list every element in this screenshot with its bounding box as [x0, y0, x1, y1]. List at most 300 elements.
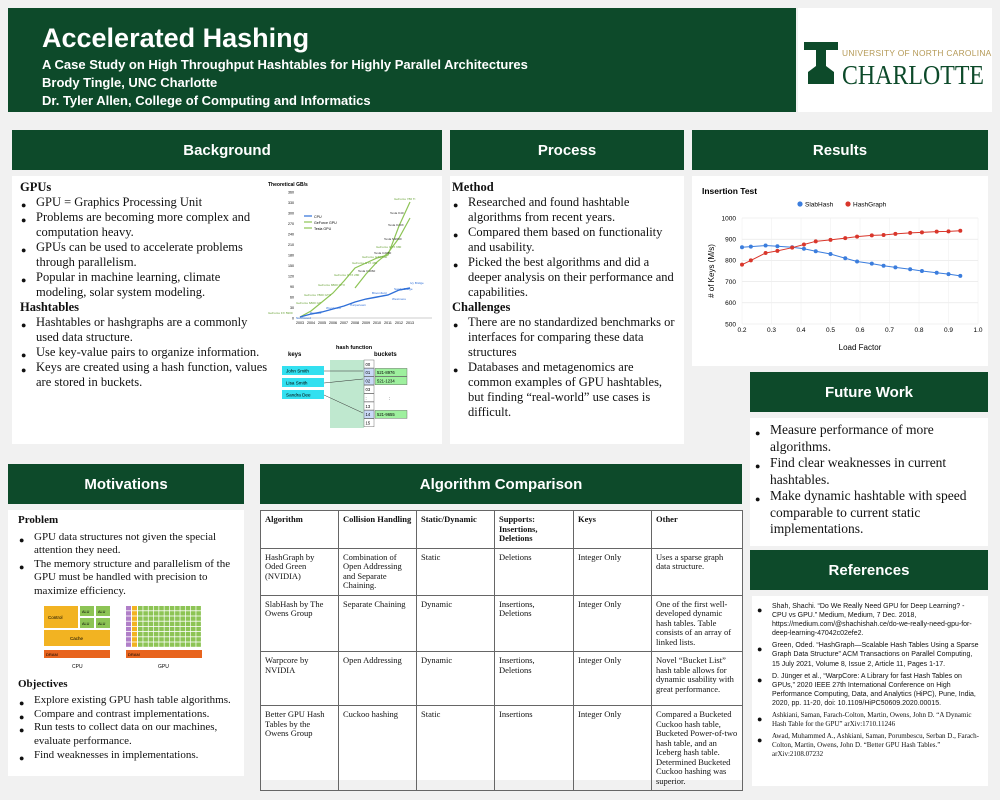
- gpu-alu-cell: [175, 642, 180, 646]
- reference-item: ● Shah, Shachi. “Do We Really Need GPU for Deep Learning? - CPU vs GPU.” Medium, Medium, 7 Dec. 2018, https://medium.com/@shachishah.ce/do-we-really-need-gpu-for-deep-learning-47042c02efe2.: [756, 602, 980, 638]
- data-point: [893, 232, 897, 236]
- gpu-alu-cell: [165, 626, 170, 630]
- gpu-alu-cell: [180, 621, 185, 625]
- y-tick-label: 90: [290, 285, 294, 289]
- list-item: ● GPU = Graphics Processing Unit: [20, 195, 272, 210]
- table-cell: Static: [417, 706, 495, 791]
- gpu-alu-cell: [138, 632, 143, 636]
- data-point: [749, 245, 753, 249]
- point-label: Tesla C1060: [358, 269, 376, 273]
- table-cell: Combination of Open Addressing and Separate Chaining.: [339, 548, 417, 595]
- svg-text:DRAM: DRAM: [128, 651, 140, 657]
- future-work-header: Future Work: [750, 372, 988, 412]
- gpu-cores: [126, 606, 201, 647]
- data-point: [764, 251, 768, 255]
- data-point: [947, 272, 951, 276]
- svg-text:ALU: ALU: [82, 621, 90, 626]
- gpu-cache-cell: [132, 616, 137, 620]
- gpu-alu-cell: [165, 621, 170, 625]
- reference-item: ● Ashkiani, Saman, Farach-Colton, Martin, Owens, John D. “A Dynamic Hash Table for the GPU” arXiv:1710.11246: [756, 711, 980, 729]
- gpu-alu-cell: [154, 606, 159, 610]
- table-cell: Deletions: [495, 548, 574, 595]
- data-point: [843, 256, 847, 260]
- point-label: GeForce 6800 GT: [296, 301, 321, 305]
- logo-area: [798, 8, 992, 112]
- gpu-alu-cell: [186, 611, 191, 615]
- point-label: Bloomfield: [372, 291, 387, 295]
- hash-function-diagram: [278, 342, 428, 430]
- bucket-value: 521-8976: [377, 370, 395, 376]
- key-label: John Smith: [286, 368, 309, 374]
- gpu-alu-cell: [154, 632, 159, 636]
- gpu-alu-cell: [138, 611, 143, 615]
- x-tick-label: 2003: [296, 321, 304, 325]
- process-panel: [450, 176, 684, 444]
- legend-tesla: Tesla GPU: [314, 227, 332, 231]
- x-tick-label: 0.5: [825, 327, 836, 334]
- y-tick-label: 900: [725, 236, 736, 244]
- bucket-value: 521-9655: [377, 412, 395, 418]
- references-header: References: [750, 550, 988, 590]
- data-point: [790, 246, 794, 250]
- data-point: [802, 243, 806, 247]
- gpu-alu-cell: [165, 642, 170, 646]
- gpu-control-cell: [126, 611, 131, 615]
- gpu-cache-cell: [132, 632, 137, 636]
- gpu-alu-cell: [175, 626, 180, 630]
- legend-marker: [845, 201, 850, 206]
- svg-text:CPU: CPU: [72, 663, 83, 670]
- gpu-alu-cell: [170, 616, 175, 620]
- table-cell: HashGraph by Oded Green (NVIDIA): [261, 548, 339, 595]
- data-point: [935, 230, 939, 234]
- gpus-list: [20, 195, 272, 300]
- gpu-control-cell: [126, 632, 131, 636]
- gpu-alu-cell: [186, 621, 191, 625]
- x-tick-label: 0.7: [884, 327, 895, 334]
- table-cell: Integer Only: [574, 706, 652, 791]
- table-row: [261, 652, 743, 706]
- y-tick-label: 500: [725, 321, 736, 329]
- list-item: ● Picked the best algorithms and did a deeper analysis on their performance and capabilities.: [452, 255, 678, 300]
- svg-text:ALU: ALU: [82, 609, 90, 614]
- gflops-title: Theoretical GB/s: [268, 182, 308, 188]
- x-tick-label: 0.8: [914, 327, 924, 334]
- gpu-alu-cell: [186, 626, 191, 630]
- point-label: Tesla K20X: [388, 223, 404, 227]
- gpu-alu-cell: [180, 626, 185, 630]
- gpu-alu-cell: [175, 637, 180, 641]
- x-tick-label: 2009: [362, 321, 370, 325]
- bucket-id: 03: [365, 387, 371, 392]
- table-cell: Integer Only: [574, 595, 652, 652]
- data-point: [775, 244, 779, 248]
- x-tick-label: 0.2: [737, 327, 747, 334]
- data-point: [843, 236, 847, 240]
- gpu-alu-cell: [143, 606, 148, 610]
- y-axis-label: # of Keys (M/s): [707, 244, 716, 298]
- point-label: Westmere: [392, 297, 407, 301]
- process-header: Process: [450, 130, 684, 170]
- references-panel: [752, 596, 988, 786]
- results-header: Results: [692, 130, 988, 170]
- gpu-alu-cell: [180, 632, 185, 636]
- problem-heading: Problem: [18, 514, 59, 526]
- data-point: [749, 258, 753, 262]
- gpu-alu-cell: [149, 616, 154, 620]
- data-point: [802, 247, 806, 251]
- table-cell: Insertions, Deletions: [495, 652, 574, 706]
- gpu-alu-cell: [149, 611, 154, 615]
- list-item: ● Run tests to collect data on our machines, evaluate performance.: [18, 721, 236, 748]
- point-label: GeForce GTX 280: [334, 273, 360, 277]
- list-item: ● Compare and contrast implementations.: [18, 708, 236, 722]
- legend-marker: [797, 201, 802, 206]
- gpu-alu-cell: [143, 616, 148, 620]
- gflops-yticks: [288, 191, 294, 321]
- gpu-alu-cell: [191, 632, 196, 636]
- challenges-list: [452, 315, 678, 420]
- point-label: Sandy Bridge: [394, 287, 413, 291]
- bucket-id: 13: [365, 403, 371, 409]
- cpu-gpu-architecture-diagram: [40, 604, 210, 674]
- gpu-alu-cell: [154, 611, 159, 615]
- table-cell: Integer Only: [574, 652, 652, 706]
- table-cell: Warpcore by NVIDIA: [261, 652, 339, 706]
- motivations-panel: [8, 510, 244, 776]
- gpu-control-cell: [126, 606, 131, 610]
- list-item: ● Researched and found hashtable algorithms from recent years.: [452, 195, 678, 225]
- y-tick-label: 600: [725, 300, 736, 308]
- logo-charlotte: CHARLOTTE: [842, 60, 984, 90]
- list-item: ● GPU data structures not given the special attention they need.: [18, 531, 236, 558]
- gpu-control-cell: [126, 642, 131, 646]
- key-label: Sandra Dee: [286, 392, 311, 398]
- hash-function-label: hash function: [336, 345, 373, 351]
- gpu-alu-cell: [165, 606, 170, 610]
- gpu-alu-cell: [154, 637, 159, 641]
- list-item: ● Compared them based on functionality and usability.: [452, 225, 678, 255]
- buckets-label: buckets: [374, 352, 397, 358]
- gpu-alu-cell: [159, 611, 164, 615]
- svg-text:ALU: ALU: [98, 621, 106, 626]
- gpu-alu-cell: [159, 626, 164, 630]
- table-cell: Compared a Bucketed Cuckoo hash table, Bucketed Power-of-two hash table, and an Iceberg hash table. Determined Bucketed Cuckoo hashing was superior.: [652, 706, 743, 791]
- gpu-alu-cell: [196, 642, 201, 646]
- header-banner: [8, 8, 796, 112]
- gpu-alu-cell: [149, 626, 154, 630]
- gpu-alu-cell: [170, 611, 175, 615]
- list-item: ● Databases and metagenomics are common examples of GPU hashtables, but finding “real-world” use cases is difficult.: [452, 360, 678, 420]
- gpu-alu-cell: [143, 642, 148, 646]
- gpu-alu-cell: [170, 621, 175, 625]
- table-cell: Separate Chaining: [339, 595, 417, 652]
- gpu-alu-cell: [180, 611, 185, 615]
- table-row: [261, 706, 743, 791]
- y-tick-label: 360: [288, 190, 294, 195]
- gpu-alu-cell: [175, 632, 180, 636]
- y-tick-label: 700: [725, 278, 736, 286]
- y-tick-label: 120: [288, 274, 294, 279]
- gpu-alu-cell: [159, 616, 164, 620]
- y-tick-label: 330: [288, 201, 294, 205]
- table-cell: SlabHash by The Owens Group: [261, 595, 339, 652]
- table-row: [261, 595, 743, 652]
- list-item: ● Hashtables or hashgraphs are a commonly used data structure.: [20, 315, 272, 345]
- data-point: [958, 229, 962, 233]
- x-tick-label: 2006: [329, 321, 337, 325]
- point-label: GeForce GTX 680: [376, 245, 402, 249]
- comparison-table: [260, 510, 743, 791]
- gpu-alu-cell: [175, 616, 180, 620]
- point-label: Woodcrest: [326, 306, 341, 310]
- gpu-cache-cell: [132, 637, 137, 641]
- background-header: Background: [12, 130, 442, 170]
- data-point: [740, 245, 744, 249]
- poster-subtitle: A Case Study on High Throughput Hashtables for Highly Parallel Architectures: [42, 57, 528, 72]
- gpu-alu-cell: [149, 637, 154, 641]
- gpu-alu-cell: [186, 632, 191, 636]
- gpu-alu-cell: [180, 637, 185, 641]
- hashtables-heading: Hashtables: [20, 300, 80, 314]
- method-list: [452, 195, 678, 300]
- gpu-alu-cell: [165, 632, 170, 636]
- gpu-alu-cell: [175, 621, 180, 625]
- table-cell: Open Addressing: [339, 652, 417, 706]
- data-point: [920, 269, 924, 273]
- data-point: [958, 274, 962, 278]
- gpu-alu-cell: [154, 616, 159, 620]
- keys-label: keys: [288, 352, 302, 358]
- list-item: ● Find weaknesses in implementations.: [18, 749, 236, 763]
- gpu-alu-cell: [191, 621, 196, 625]
- svg-text:GPU: GPU: [158, 663, 169, 670]
- gpu-control-cell: [126, 637, 131, 641]
- list-item: ● Problems are becoming more complex and computation heavy.: [20, 210, 272, 240]
- algorithm-comparison-panel: [260, 510, 742, 786]
- objectives-list: [18, 694, 236, 762]
- column-header: Collision Handling: [339, 511, 417, 549]
- data-point: [893, 265, 897, 269]
- poster-title: Accelerated Hashing: [42, 23, 310, 53]
- references-list: [756, 602, 980, 760]
- series-line: [742, 246, 960, 276]
- list-item: ● Make dynamic hashtable with speed comparable to current static implementations.: [754, 488, 982, 538]
- gpu-alu-cell: [196, 626, 201, 630]
- gpu-alu-cell: [186, 642, 191, 646]
- data-point: [814, 249, 818, 253]
- gpu-cache-cell: [132, 611, 137, 615]
- table-cell: One of the first well-developed dynamic hash tables. Table consists of an array of linked lists.: [652, 595, 743, 652]
- gpu-alu-cell: [138, 606, 143, 610]
- point-label: GeForce GTX 480: [352, 261, 378, 265]
- point-label: Ivy Bridge: [410, 281, 424, 285]
- background-panel: [12, 176, 442, 444]
- gpu-alu-cell: [180, 606, 185, 610]
- data-point: [829, 238, 833, 242]
- gpu-alu-cell: [170, 606, 175, 610]
- gpu-alu-cell: [196, 632, 201, 636]
- legend-cpu: CPU: [314, 215, 322, 219]
- list-item: ● There are no standardized benchmarks or interfaces for comparing these data structures: [452, 315, 678, 360]
- gpu-alu-cell: [154, 642, 159, 646]
- gpu-alu-cell: [154, 626, 159, 630]
- list-item: ● Popular in machine learning, climate modeling, solar system modeling.: [20, 270, 272, 300]
- logo-university: UNIVERSITY OF NORTH CAROLINA: [842, 48, 992, 58]
- column-header: Static/Dynamic: [417, 511, 495, 549]
- gpu-alu-cell: [180, 616, 185, 620]
- x-tick-label: 0.3: [766, 327, 777, 334]
- crown-mark: [804, 42, 838, 84]
- future-work-panel: [750, 418, 988, 546]
- x-tick-label: 0.6: [855, 327, 865, 334]
- hash-buckets: [364, 360, 407, 427]
- gpu-alu-cell: [196, 616, 201, 620]
- gpus-heading: GPUs: [20, 180, 52, 194]
- point-label: GeForce FX 5900: [268, 311, 293, 315]
- gpu-alu-cell: [159, 606, 164, 610]
- motivations-header: Motivations: [8, 464, 244, 504]
- bucket-id: :: [365, 395, 367, 401]
- gpu-alu-cell: [191, 642, 196, 646]
- algorithm-comparison-header: Algorithm Comparison: [260, 464, 742, 504]
- key-label: Lisa Smith: [286, 380, 308, 386]
- gpu-alu-cell: [196, 606, 201, 610]
- problem-list: [18, 531, 236, 599]
- gpu-alu-cell: [159, 642, 164, 646]
- column-header: Supports: Insertions, Deletions: [495, 511, 574, 549]
- point-label: Northwood: [296, 316, 311, 320]
- y-tick-label: 60: [290, 295, 294, 300]
- gpu-control-cell: [126, 616, 131, 620]
- table-cell: Integer Only: [574, 548, 652, 595]
- table-cell: Uses a sparse graph data structure.: [652, 548, 743, 595]
- gflops-chart: [266, 178, 438, 328]
- gpu-alu-cell: [138, 642, 143, 646]
- legend-label: HashGraph: [853, 201, 887, 209]
- table-cell: Static: [417, 548, 495, 595]
- insertion-test-chart: [692, 176, 988, 366]
- y-tick-label: 240: [288, 232, 294, 237]
- svg-text:Control: Control: [48, 614, 63, 620]
- bucket-id: 02: [365, 378, 371, 384]
- legend-label: SlabHash: [805, 201, 834, 209]
- gpu-alu-cell: [170, 626, 175, 630]
- gpu-cache-cell: [132, 626, 137, 630]
- data-point: [920, 230, 924, 234]
- column-header: Other: [652, 511, 743, 549]
- list-item: ● Use key-value pairs to organize information.: [20, 345, 272, 360]
- gpu-alu-cell: [186, 606, 191, 610]
- y-tick-label: 270: [288, 222, 294, 226]
- data-point: [908, 231, 912, 235]
- poster-advisor: Dr. Tyler Allen, College of Computing and Informatics: [42, 93, 371, 108]
- svg-text:DRAM: DRAM: [46, 651, 58, 657]
- gpu-alu-cell: [170, 637, 175, 641]
- gflops-legend: [304, 215, 337, 231]
- x-tick-label: 2005: [318, 321, 326, 325]
- bucket-id: 15: [365, 420, 371, 426]
- data-point: [935, 271, 939, 275]
- data-point: [829, 252, 833, 256]
- table-cell: Dynamic: [417, 652, 495, 706]
- hashtables-list: [20, 315, 272, 390]
- chart-title: Insertion Test: [702, 186, 758, 196]
- list-item: ● GPUs can be used to accelerate problems through parallelism.: [20, 240, 272, 270]
- bucket-id: 00: [365, 361, 371, 367]
- list-item: ● Keys are created using a hash function, values are stored in buckets.: [20, 360, 272, 390]
- list-item: ● Find clear weaknesses in current hashtables.: [754, 455, 982, 488]
- table-cell: Dynamic: [417, 595, 495, 652]
- table-row: [261, 548, 743, 595]
- data-point: [908, 267, 912, 271]
- y-tick-label: 30: [290, 306, 294, 310]
- bucket-ellipsis: :: [389, 395, 391, 401]
- gpu-alu-cell: [191, 637, 196, 641]
- uncc-logo: [798, 8, 992, 112]
- y-tick-label: 300: [288, 211, 294, 216]
- x-tick-label: 2011: [384, 321, 392, 325]
- gpu-alu-cell: [196, 637, 201, 641]
- column-header: Keys: [574, 511, 652, 549]
- list-item: ● The memory structure and parallelism of the GPU must be handled with precision to maximize efficiency.: [18, 558, 236, 599]
- gflops-xticks: [296, 321, 414, 325]
- reference-item: ● Awad, Muhammed A., Ashkiani, Saman, Porumbescu, Serban D., Farach-Colton, Martin, Owens, John D. “Better GPU Hash Tables.” arXiv:2108.07232: [756, 732, 980, 759]
- gpu-alu-cell: [138, 621, 143, 625]
- reference-item: ● Green, Oded. “HashGraph—Scalable Hash Tables Using a Sparse Graph Data Structure” ACM Transactions on Parallel Computing, 15 July 2021, Volume 8, Issue 2, Article 11, Pages 1-17.: [756, 641, 980, 668]
- y-tick-label: 800: [725, 257, 736, 265]
- x-tick-label: 2004: [307, 321, 315, 325]
- list-item: ● Measure performance of more algorithms.: [754, 422, 982, 455]
- gpu-alu-cell: [191, 626, 196, 630]
- table-cell: Cuckoo hashing: [339, 706, 417, 791]
- data-point: [947, 229, 951, 233]
- table-cell: Insertions: [495, 706, 574, 791]
- data-point: [882, 233, 886, 237]
- data-point: [775, 249, 779, 253]
- gpu-control-cell: [126, 621, 131, 625]
- gpu-alu-cell: [143, 621, 148, 625]
- gpu-alu-cell: [149, 606, 154, 610]
- x-tick-label: 2012: [395, 321, 403, 325]
- gpu-alu-cell: [186, 637, 191, 641]
- point-label: GeForce 8800 GTX: [318, 283, 345, 287]
- data-point: [882, 264, 886, 268]
- gpu-cache-cell: [132, 621, 137, 625]
- point-label: Tesla K40: [390, 211, 404, 215]
- table-cell: Better GPU Hash Tables by the Owens Group: [261, 706, 339, 791]
- gpu-alu-cell: [143, 637, 148, 641]
- y-tick-label: 210: [288, 243, 294, 247]
- gpu-alu-cell: [159, 637, 164, 641]
- reference-item: ● D. Jünger et al., “WarpCore: A Library for fast Hash Tables on GPUs,” 2020 IEEE 27th International Conference on High Performance Computing, Data, and Analytics (HiPC), Pune, India, 2020, pp. 11-20, doi: 10.1109/HiPC50609.2020.00015.: [756, 672, 980, 708]
- poster-author: Brody Tingle, UNC Charlotte: [42, 75, 218, 90]
- point-label: Harpertown: [350, 303, 366, 307]
- gpu-cache-cell: [132, 606, 137, 610]
- gpu-alu-cell: [138, 637, 143, 641]
- gpu-alu-cell: [170, 642, 175, 646]
- objectives-heading: Objectives: [18, 677, 68, 690]
- gpu-alu-cell: [159, 621, 164, 625]
- gpu-alu-cell: [143, 632, 148, 636]
- gpu-alu-cell: [180, 642, 185, 646]
- x-tick-label: 2013: [406, 321, 414, 325]
- svg-text:Cache: Cache: [70, 635, 84, 641]
- point-label: GeForce 7800 GTX: [304, 293, 331, 297]
- gpu-control-cell: [126, 626, 131, 630]
- gpu-alu-cell: [175, 611, 180, 615]
- method-heading: Method: [452, 180, 494, 194]
